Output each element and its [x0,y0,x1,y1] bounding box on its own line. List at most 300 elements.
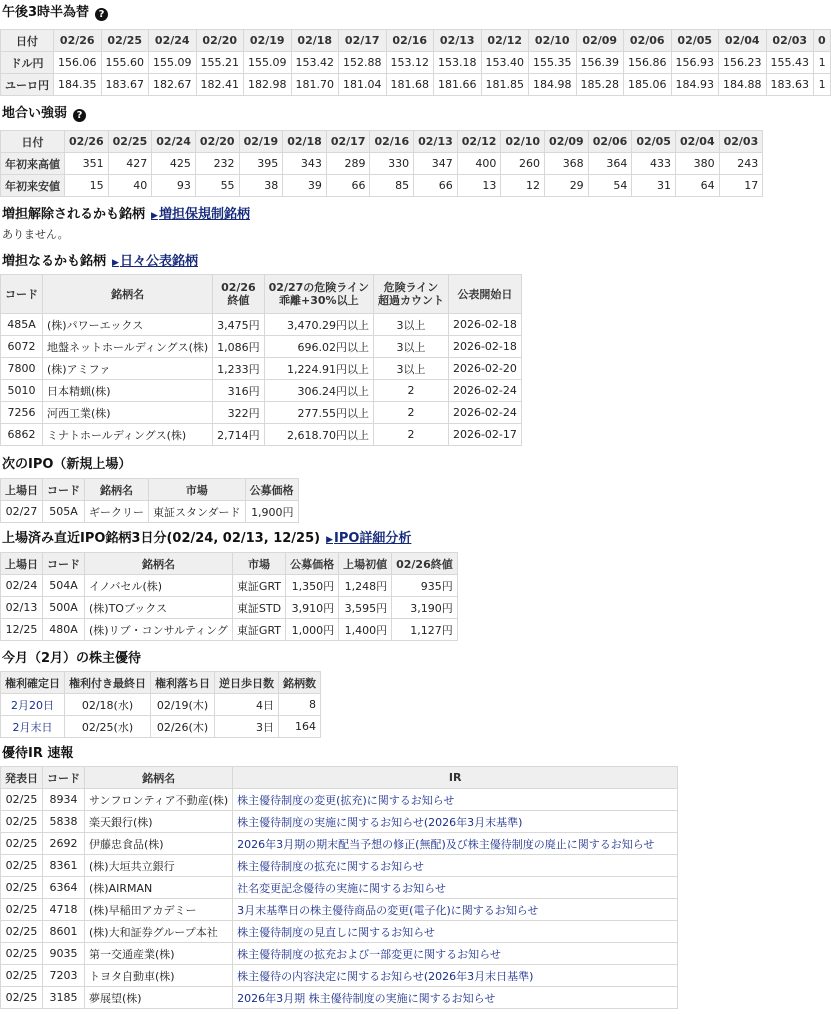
name-cell: 日本精蝋(株) [43,380,213,402]
date-header: 02/03 [766,30,814,52]
recent-ipo-link-label: IPO詳細分析 [333,531,412,546]
value-cell: 182.67 [149,74,197,96]
market-cell: 東証STD [232,597,285,619]
date-cell: 02/25 [1,855,43,877]
line-cell: 696.02円以上 [264,336,373,358]
col-date: 上場日 [1,479,43,501]
value-cell: 155.60 [101,52,149,74]
name-cell: サンフロンティア不動産(株) [85,789,233,811]
yutai-ir-section [0,744,678,1009]
value-cell: 156.93 [671,52,719,74]
value-cell: 182.98 [244,74,292,96]
days-cell: 3日 [215,716,279,738]
date-header: 02/13 [434,30,482,52]
col-close [213,275,265,314]
value-cell: 38 [239,175,283,197]
help-icon[interactable]: ? [95,8,108,21]
value-cell: 55 [195,175,239,197]
ir-cell [233,921,678,943]
value-cell: 181.66 [434,74,482,96]
value-cell: 347 [414,153,458,175]
value-cell: 29 [545,175,589,197]
value-cell: 156.23 [719,52,767,74]
close-cell: 316円 [213,380,265,402]
name-cell: 河西工業(株) [43,402,213,424]
value-cell: 185.28 [576,74,624,96]
value-cell: 85 [370,175,414,197]
date-cell: 02/25 [1,811,43,833]
col-last: 権利付き最終日 [65,672,151,694]
code-cell: 2692 [43,833,85,855]
col-name: 銘柄名 [85,479,149,501]
count-cell: 2 [373,424,448,446]
confirm-date-link[interactable]: 2月末日 [12,720,53,734]
table-row [1,501,299,523]
value-cell: 93 [152,175,196,197]
triangle-right-icon: ▶ [112,258,119,268]
margin-release-link[interactable] [151,207,250,222]
value-cell: 330 [370,153,414,175]
table-row [1,153,763,175]
value-cell: 183.67 [101,74,149,96]
close-cell: 1,086円 [213,336,265,358]
market-cell: 東証GRT [232,575,285,597]
table-row [1,855,678,877]
value-cell: 153.42 [291,52,339,74]
name-cell: (株)パワーエックス [43,314,213,336]
col-ir: IR [233,767,678,789]
name-cell: トヨタ自動車(株) [85,965,233,987]
date-header: 02/20 [195,131,239,153]
header-label: 日付 [1,131,65,153]
price-cell: 1,900円 [245,501,298,523]
date-header: 02/12 [457,131,501,153]
name-cell: (株)アミファ [43,358,213,380]
date-header: 02/16 [386,30,434,52]
row-label: 年初来安値 [1,175,65,197]
ir-link[interactable]: 株主優待制度の拡充に関するお知らせ [237,859,424,873]
date-header: 02/12 [481,30,529,52]
date-cell: 02/25 [1,789,43,811]
name-cell: イノバセル(株) [85,575,233,597]
start-cell: 2026-02-17 [448,424,521,446]
name-cell: 第一交通産業(株) [85,943,233,965]
header-row [1,131,763,153]
strength-table [0,130,763,197]
margin-add-link[interactable] [112,254,198,269]
col-line-line1: 02/27の危険ライン [268,281,369,294]
col-count [373,275,448,314]
days-cell: 4日 [215,694,279,716]
confirm-cell [1,694,65,716]
value-cell: 40 [108,175,152,197]
date-header: 02/04 [675,131,719,153]
fx-table [0,29,831,96]
value-cell: 156.86 [624,52,672,74]
strength-title-text: 地合い強弱 [2,106,68,121]
code-cell: 8361 [43,855,85,877]
date-header: 02/26 [54,30,102,52]
name-cell: 伊藤忠食品(株) [85,833,233,855]
value-cell: 185.06 [624,74,672,96]
ir-link[interactable]: 2026年3月期 株主優待制度の実施に関するお知らせ [237,991,496,1005]
col-code: コード [1,275,43,314]
value-cell: 156.06 [54,52,102,74]
margin-add-section [0,252,522,446]
code-cell: 6862 [1,424,43,446]
code-cell: 8601 [43,921,85,943]
count-cell: 164 [279,716,321,738]
date-header: 02/25 [101,30,149,52]
yutai-ir-title: 優待IR 速報 [2,746,74,761]
code-cell: 505A [43,501,85,523]
value-cell: 181.04 [339,74,387,96]
col-date: 発表日 [1,767,43,789]
date-header: 02/10 [501,131,545,153]
table-row [1,694,321,716]
row-label: 年初来高値 [1,153,65,175]
name-cell: 楽天銀行(株) [85,811,233,833]
value-cell: 400 [457,153,501,175]
col-count-line1: 危険ライン [383,281,439,294]
date-header: 02/05 [632,131,676,153]
date-cell: 02/25 [1,965,43,987]
code-cell: 3185 [43,987,85,1009]
count-cell: 3以上 [373,358,448,380]
value-cell: 260 [501,153,545,175]
date-cell: 02/25 [1,921,43,943]
ir-link[interactable]: 株主優待制度の実施に関するお知らせ(2026年3月末基準) [237,815,523,829]
date-cell: 02/13 [1,597,43,619]
market-cell: 東証スタンダード [149,501,246,523]
name-cell: (株)大垣共立銀行 [85,855,233,877]
value-cell: 153.12 [386,52,434,74]
value-cell: 184.35 [54,74,102,96]
close-cell: 1,233円 [213,358,265,380]
name-cell: 夢展望(株) [85,987,233,1009]
table-row [1,619,458,641]
col-name: 銘柄名 [43,275,213,314]
margin-release-link-label: 増担保規制銘柄 [158,207,250,222]
col-name: 銘柄名 [85,767,233,789]
col-date: 上場日 [1,553,43,575]
code-cell: 6364 [43,877,85,899]
table-row [1,716,321,738]
first-cell: 1,248円 [339,575,392,597]
table-row [1,943,678,965]
yutai-month-title: 今月（2月）の株主優待 [2,651,142,666]
value-cell: 64 [675,175,719,197]
table-row [1,987,678,1009]
date-header: 0 [814,30,831,52]
last-cell: 02/18(水) [65,694,151,716]
line-cell: 277.55円以上 [264,402,373,424]
col-first: 上場初値 [339,553,392,575]
last-cell: 02/25(水) [65,716,151,738]
close-cell: 3,190円 [392,597,458,619]
ir-cell [233,877,678,899]
fx-title [0,3,831,23]
value-cell: 181.85 [481,74,529,96]
value-cell: 395 [239,153,283,175]
col-code: コード [43,479,85,501]
name-cell: (株)早稲田アカデミー [85,899,233,921]
date-header: 02/20 [196,30,244,52]
value-cell: 182.41 [196,74,244,96]
recent-ipo-link[interactable] [326,531,411,546]
name-cell: (株)大和証券グループ本社 [85,921,233,943]
date-header: 02/09 [576,30,624,52]
header-row [1,30,831,52]
value-cell: 39 [283,175,327,197]
ir-cell [233,855,678,877]
col-line-line2: 乖離+30%以上 [279,294,359,307]
date-header: 02/19 [244,30,292,52]
strength-section [0,104,763,197]
col-count-line2: 超過カウント [377,294,444,307]
date-header: 02/04 [719,30,767,52]
code-cell: 500A [43,597,85,619]
yutai-month-section [0,649,321,738]
start-cell: 2026-02-24 [448,402,521,424]
fx-section [0,3,831,96]
value-cell: 1 [814,52,831,74]
value-cell: 364 [588,153,632,175]
ir-cell [233,811,678,833]
value-cell: 13 [457,175,501,197]
col-code: コード [43,553,85,575]
value-cell: 155.09 [149,52,197,74]
value-cell: 54 [588,175,632,197]
count-cell: 2 [373,402,448,424]
table-row [1,575,458,597]
count-cell: 3以上 [373,314,448,336]
table-row [1,597,458,619]
start-cell: 2026-02-18 [448,336,521,358]
date-header: 02/17 [326,131,370,153]
col-code: コード [43,767,85,789]
name-cell: ギークリー [85,501,149,523]
col-close-line2: 終値 [227,294,250,307]
value-cell: 427 [108,153,152,175]
date-header: 02/24 [152,131,196,153]
date-cell: 02/25 [1,987,43,1009]
col-start: 公表開始日 [448,275,521,314]
value-cell: 343 [283,153,327,175]
value-cell: 183.63 [766,74,814,96]
close-cell: 1,127円 [392,619,458,641]
code-cell: 504A [43,575,85,597]
ir-link[interactable]: 株主優待制度の変更(拡充)に関するお知らせ [237,793,455,807]
margin-release-message: ありません。 [2,228,69,241]
value-cell: 351 [65,153,109,175]
date-cell: 02/25 [1,877,43,899]
date-header: 02/05 [671,30,719,52]
date-cell: 02/24 [1,575,43,597]
header-label: 日付 [1,30,54,52]
strength-title [0,104,763,124]
yutai-ir-table [0,766,678,1009]
market-cell: 東証GRT [232,619,285,641]
value-cell: 1 [814,74,831,96]
close-cell: 322円 [213,402,265,424]
ir-link[interactable]: 3月末基準日の株主優待商品の変更(電子化)に関するお知らせ [237,903,539,917]
code-cell: 7203 [43,965,85,987]
margin-add-table [0,274,522,446]
value-cell: 156.39 [576,52,624,74]
value-cell: 425 [152,153,196,175]
date-header: 02/03 [719,131,763,153]
price-cell: 1,350円 [286,575,339,597]
yutai-month-table [0,671,321,738]
table-row [1,52,831,74]
code-cell: 6072 [1,336,43,358]
table-row [1,358,522,380]
table-row [1,380,522,402]
value-cell: 181.70 [291,74,339,96]
table-row [1,877,678,899]
help-icon[interactable]: ? [73,109,86,122]
ir-link[interactable]: 社名変更記念優待の実施に関するお知らせ [237,881,446,895]
price-cell: 1,000円 [286,619,339,641]
next-ipo-title: 次のIPO（新規上場） [2,457,132,472]
value-cell: 153.18 [434,52,482,74]
line-cell: 1,224.91円以上 [264,358,373,380]
table-row [1,811,678,833]
value-cell: 153.40 [481,52,529,74]
value-cell: 66 [414,175,458,197]
value-cell: 12 [501,175,545,197]
triangle-right-icon: ▶ [151,211,158,221]
date-header: 02/10 [529,30,577,52]
start-cell: 2026-02-24 [448,380,521,402]
date-header: 02/26 [65,131,109,153]
date-cell: 02/25 [1,943,43,965]
recent-ipo-title [0,529,458,549]
code-cell: 4718 [43,899,85,921]
code-cell: 5838 [43,811,85,833]
ex-cell: 02/19(木) [151,694,215,716]
count-cell: 2 [373,380,448,402]
table-row [1,74,831,96]
date-header: 02/19 [239,131,283,153]
value-cell: 289 [326,153,370,175]
ex-cell: 02/26(木) [151,716,215,738]
ir-cell [233,943,678,965]
code-cell: 480A [43,619,85,641]
table-row [1,336,522,358]
code-cell: 7256 [1,402,43,424]
value-cell: 243 [719,153,763,175]
confirm-cell [1,716,65,738]
row-label: ユーロ円 [1,74,54,96]
table-row [1,899,678,921]
start-cell: 2026-02-18 [448,314,521,336]
col-count: 銘柄数 [279,672,321,694]
value-cell: 155.43 [766,52,814,74]
triangle-right-icon: ▶ [326,535,333,545]
col-ex: 権利落ち日 [151,672,215,694]
table-row [1,424,522,446]
value-cell: 181.68 [386,74,434,96]
col-market: 市場 [232,553,285,575]
code-cell: 8934 [43,789,85,811]
ir-cell [233,899,678,921]
ir-link[interactable]: 株主優待制度の見直しに関するお知らせ [237,925,435,939]
ir-cell [233,789,678,811]
col-market: 市場 [149,479,246,501]
value-cell: 155.09 [244,52,292,74]
date-header: 02/13 [414,131,458,153]
date-header: 02/06 [588,131,632,153]
date-cell: 02/25 [1,899,43,921]
date-header: 02/06 [624,30,672,52]
line-cell: 3,470.29円以上 [264,314,373,336]
col-name: 銘柄名 [85,553,233,575]
next-ipo-section [0,455,299,523]
close-cell: 3,475円 [213,314,265,336]
value-cell: 15 [65,175,109,197]
table-row [1,175,763,197]
date-cell: 02/25 [1,833,43,855]
confirm-date-link[interactable]: 2月20日 [11,698,54,712]
close-cell: 935円 [392,575,458,597]
value-cell: 184.88 [719,74,767,96]
col-confirm: 権利確定日 [1,672,65,694]
table-row [1,965,678,987]
date-cell: 12/25 [1,619,43,641]
margin-add-title-text: 増担なるかも銘柄 [2,254,107,269]
value-cell: 232 [195,153,239,175]
ir-link[interactable]: 2026年3月期の期末配当予想の修正(無配)及び株主優待制度の廃止に関するお知らせ [237,837,655,851]
row-label: ドル円 [1,52,54,74]
ir-cell [233,833,678,855]
table-row [1,402,522,424]
code-cell: 5010 [1,380,43,402]
code-cell: 7800 [1,358,43,380]
name-cell: (株)TOブックス [85,597,233,619]
margin-add-title [0,252,522,272]
table-row [1,833,678,855]
ir-link[interactable]: 株主優待の内容決定に関するお知らせ(2026年3月末日基準) [237,969,534,983]
first-cell: 3,595円 [339,597,392,619]
margin-add-link-label: 日々公表銘柄 [119,254,198,269]
code-cell: 9035 [43,943,85,965]
value-cell: 184.98 [529,74,577,96]
value-cell: 31 [632,175,676,197]
date-header: 02/24 [149,30,197,52]
name-cell: (株)リブ・コンサルティング [85,619,233,641]
value-cell: 152.88 [339,52,387,74]
name-cell: 地盤ネットホールディングス(株) [43,336,213,358]
ir-link[interactable]: 株主優待制度の拡充および一部変更に関するお知らせ [237,947,501,961]
value-cell: 155.35 [529,52,577,74]
date-header: 02/18 [283,131,327,153]
col-line [264,275,373,314]
value-cell: 155.21 [196,52,244,74]
col-days: 逆日歩日数 [215,672,279,694]
date-header: 02/18 [291,30,339,52]
table-row [1,314,522,336]
first-cell: 1,400円 [339,619,392,641]
close-cell: 2,714円 [213,424,265,446]
count-cell: 3以上 [373,336,448,358]
col-price: 公募価格 [245,479,298,501]
date-header: 02/09 [545,131,589,153]
next-ipo-table [0,478,299,523]
date-header: 02/16 [370,131,414,153]
margin-release-section [0,205,250,245]
